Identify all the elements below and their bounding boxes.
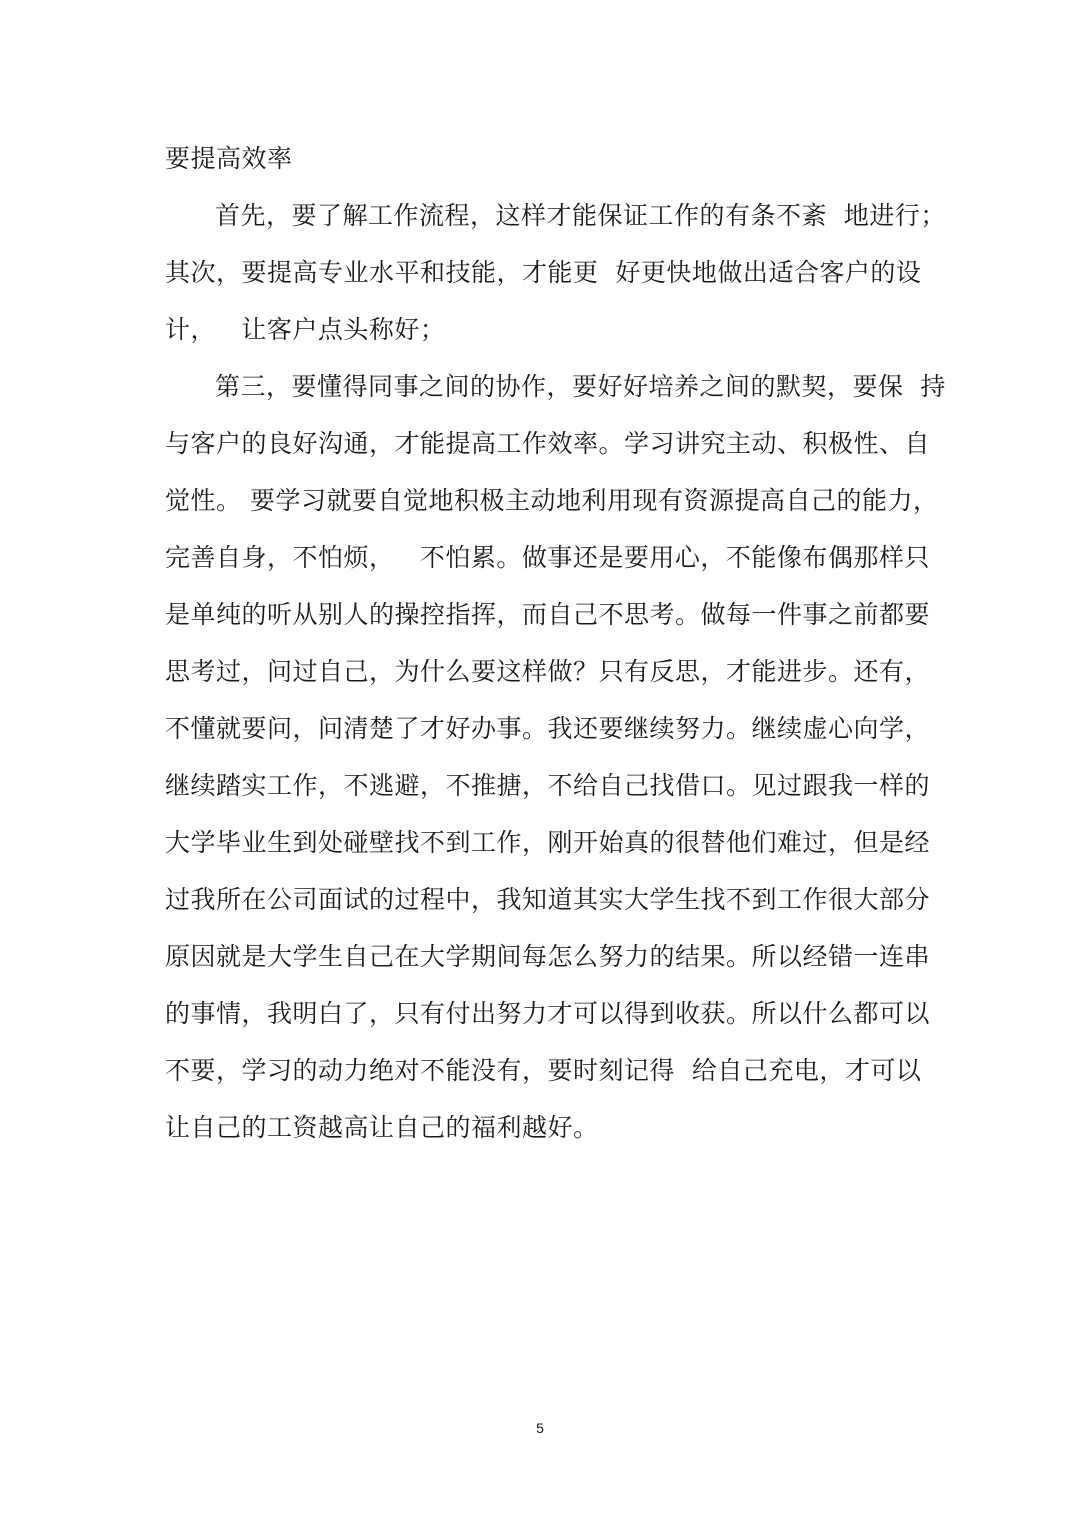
paragraph-line: 原因就是大学生自己在大学期间每怎么努力的结果。所以经错一连串 [165, 942, 931, 971]
paragraph-line: 不要，学习的动力绝对不能没有，要时刻记得 给自己充电，才可以 [165, 1056, 922, 1085]
paragraph-line: 是单纯的听从别人的操控指挥，而自己不思考。做每一件事之前都要 [165, 600, 931, 629]
paragraph-line: 不懂就要问，问清楚了才好办事。我还要继续努力。继续虚心向学， [165, 714, 931, 743]
section-heading: 要提高效率 [165, 144, 293, 173]
paragraph-line: 第三，要懂得同事之间的协作，要好好培养之间的默契，要保 持 [215, 372, 946, 401]
page-number: 5 [536, 1420, 544, 1436]
paragraph-line: 过我所在公司面试的过程中，我知道其实大学生找不到工作很大部分 [165, 885, 931, 914]
paragraph-line: 大学毕业生到处碰壁找不到工作，刚开始真的很替他们难过，但是经 [165, 828, 931, 857]
paragraph-line: 继续踏实工作，不逃避，不推搪，不给自己找借口。见过跟我一样的 [165, 771, 931, 800]
paragraph-line: 让自己的工资越高让自己的福利越好。 [165, 1113, 599, 1142]
paragraph-line: 其次，要提高专业水平和技能，才能更 好更快地做出适合客户的设 [165, 258, 922, 287]
paragraph-line: 与客户的良好沟通，才能提高工作效率。学习讲究主动、积极性、自 [165, 429, 931, 458]
paragraph-line: 思考过，问过自己，为什么要这样做？只有反思，才能进步。还有， [165, 657, 931, 686]
paragraph-line: 完善自身，不怕烦， 不怕累。做事还是要用心，不能像布偶那样只 [165, 543, 930, 572]
paragraph-line: 计， 让客户点头称好； [165, 315, 446, 344]
paragraph-line: 的事情，我明白了，只有付出努力才可以得到收获。所以什么都可以 [165, 999, 931, 1028]
paragraph-line: 觉性。 要学习就要自觉地积极主动地利用现有资源提高自己的能力， [165, 486, 939, 515]
paragraph-line: 首先，要了解工作流程，这样才能保证工作的有条不紊 地进行； [215, 201, 946, 230]
